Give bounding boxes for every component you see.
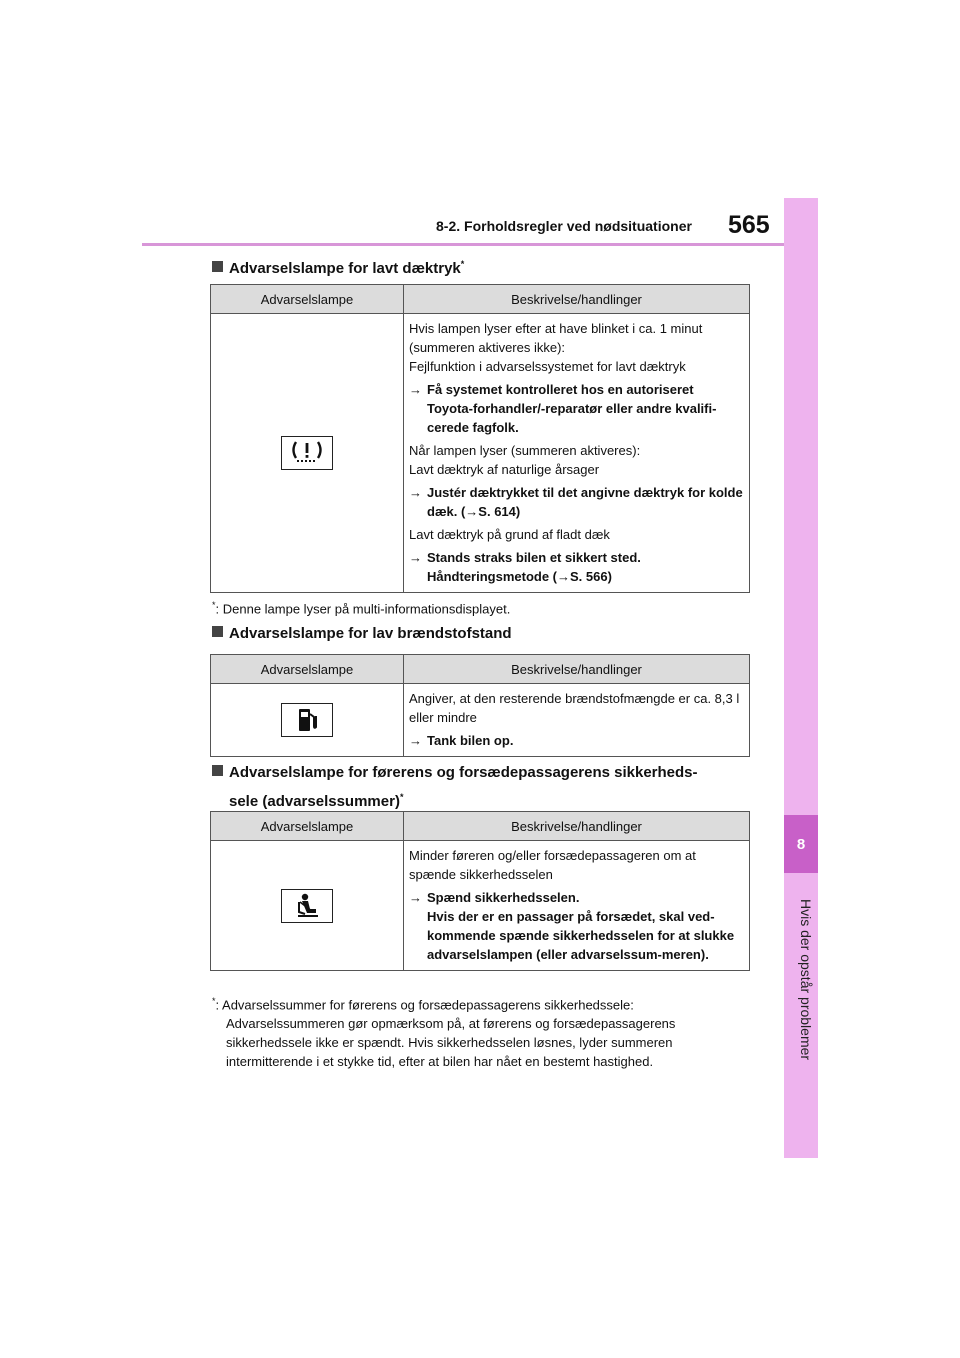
seatbelt-table bbox=[210, 811, 750, 971]
header-divider bbox=[142, 243, 784, 246]
action-text: → Spænd sikkerhedsselen. Hvis der er en passager på forsædet, skal ved-kommende spænde sikkerhedsselen for at slukke advarselslampen (eller advarselssum-meren). bbox=[409, 890, 735, 962]
seatbelt-icon bbox=[281, 889, 333, 923]
table-header-row bbox=[211, 812, 750, 841]
footnote: *: Advarselssummer for førerens og forsædepassagerens sikkerhedssele: Advarselssummeren gør opmærksom på, at førerens og forsædepassagerens sikkerhedssele ikke er spændt. Hvis sikkerhedsselen løsnes, lyder summeren intermitterende i et stykke tid, efter at bilen har nået en bestemt hastighed. bbox=[212, 992, 732, 1071]
condition-text: Når lampen lyser (summeren aktiveres): bbox=[409, 443, 641, 458]
chapter-label: Hvis der opstår problemer bbox=[798, 899, 814, 1061]
tire-pressure-table bbox=[210, 284, 750, 593]
column-header-description: Beskrivelse/handlinger bbox=[404, 285, 750, 314]
action-text: → Stands straks bilen et sikkert sted. Håndteringsmetode (→S. 566) bbox=[409, 550, 641, 584]
page-number: 565 bbox=[728, 211, 770, 239]
condition-text: Minder føreren og/eller forsædepassageren om at spænde sikkerhedsselen bbox=[409, 848, 696, 882]
bullet-square-icon bbox=[212, 626, 223, 637]
action-text: → Justér dæktrykket til det angivne dæktryk for kolde dæk. (→S. 614) bbox=[409, 485, 743, 519]
bullet-square-icon bbox=[212, 261, 223, 272]
description-cell bbox=[404, 684, 750, 757]
page-reference-link[interactable]: S. 614) bbox=[478, 504, 521, 519]
section-title-seatbelt: Advarselslampe for førerens og forsædepassagerens sikkerheds- sele (advarselssummer)* bbox=[212, 761, 698, 814]
bullet-square-icon bbox=[212, 765, 223, 776]
action-text: → Få systemet kontrolleret hos en autoriseret Toyota-forhandler/-reparatør eller andre kvalifi-cerede fagfolk. bbox=[409, 382, 717, 435]
lamp-cell bbox=[211, 314, 404, 593]
description-cell bbox=[404, 841, 750, 971]
chapter-number: 8 bbox=[784, 815, 818, 873]
lamp-cell bbox=[211, 841, 404, 971]
cause-text: Lavt dæktryk på grund af fladt dæk bbox=[409, 527, 610, 542]
table-row bbox=[211, 684, 750, 757]
fuel-pump-icon bbox=[281, 703, 333, 737]
lamp-cell bbox=[211, 684, 404, 757]
column-header-description: Beskrivelse/handlinger bbox=[404, 812, 750, 841]
cause-text: Fejlfunktion i advarselssystemet for lavt dæktryk bbox=[409, 359, 686, 374]
table-row bbox=[211, 314, 750, 593]
page-reference-link[interactable]: S. 566) bbox=[570, 569, 612, 584]
description-cell bbox=[404, 314, 750, 593]
fuel-level-table bbox=[210, 654, 750, 757]
footnote-body: Advarselssummeren gør opmærksom på, at førerens og forsædepassagerens sikkerhedssele ikke er spændt. Hvis sikkerhedsselen løsnes, lyder summeren intermitterende i et stykke tid, efter at bilen har nået en bestemt hastighed. bbox=[226, 1016, 676, 1070]
section-title-tire-pressure: Advarselslampe for lavt dæktryk* bbox=[212, 252, 464, 281]
tire-pressure-warning-icon bbox=[281, 436, 333, 470]
condition-text: Angiver, at den resterende brændstofmængde er ca. 8,3 l eller mindre bbox=[409, 691, 740, 725]
cause-text: Lavt dæktryk af naturlige årsager bbox=[409, 462, 600, 477]
condition-text: Hvis lampen lyser efter at have blinket i ca. 1 minut (summeren aktiveres ikke): bbox=[409, 321, 703, 355]
section-heading: 8-2. Forholdsregler ved nødsituationer bbox=[436, 218, 692, 234]
column-header-lamp: Advarselslampe bbox=[211, 655, 404, 684]
column-header-lamp: Advarselslampe bbox=[211, 812, 404, 841]
table-header-row bbox=[211, 285, 750, 314]
table-row bbox=[211, 841, 750, 971]
column-header-lamp: Advarselslampe bbox=[211, 285, 404, 314]
action-text: → Tank bilen op. bbox=[409, 733, 514, 748]
footnote: *: Denne lampe lyser på multi-informationsdisplayet. bbox=[212, 600, 511, 617]
column-header-description: Beskrivelse/handlinger bbox=[404, 655, 750, 684]
table-header-row bbox=[211, 655, 750, 684]
section-title-fuel: Advarselslampe for lav brændstofstand bbox=[212, 622, 512, 646]
